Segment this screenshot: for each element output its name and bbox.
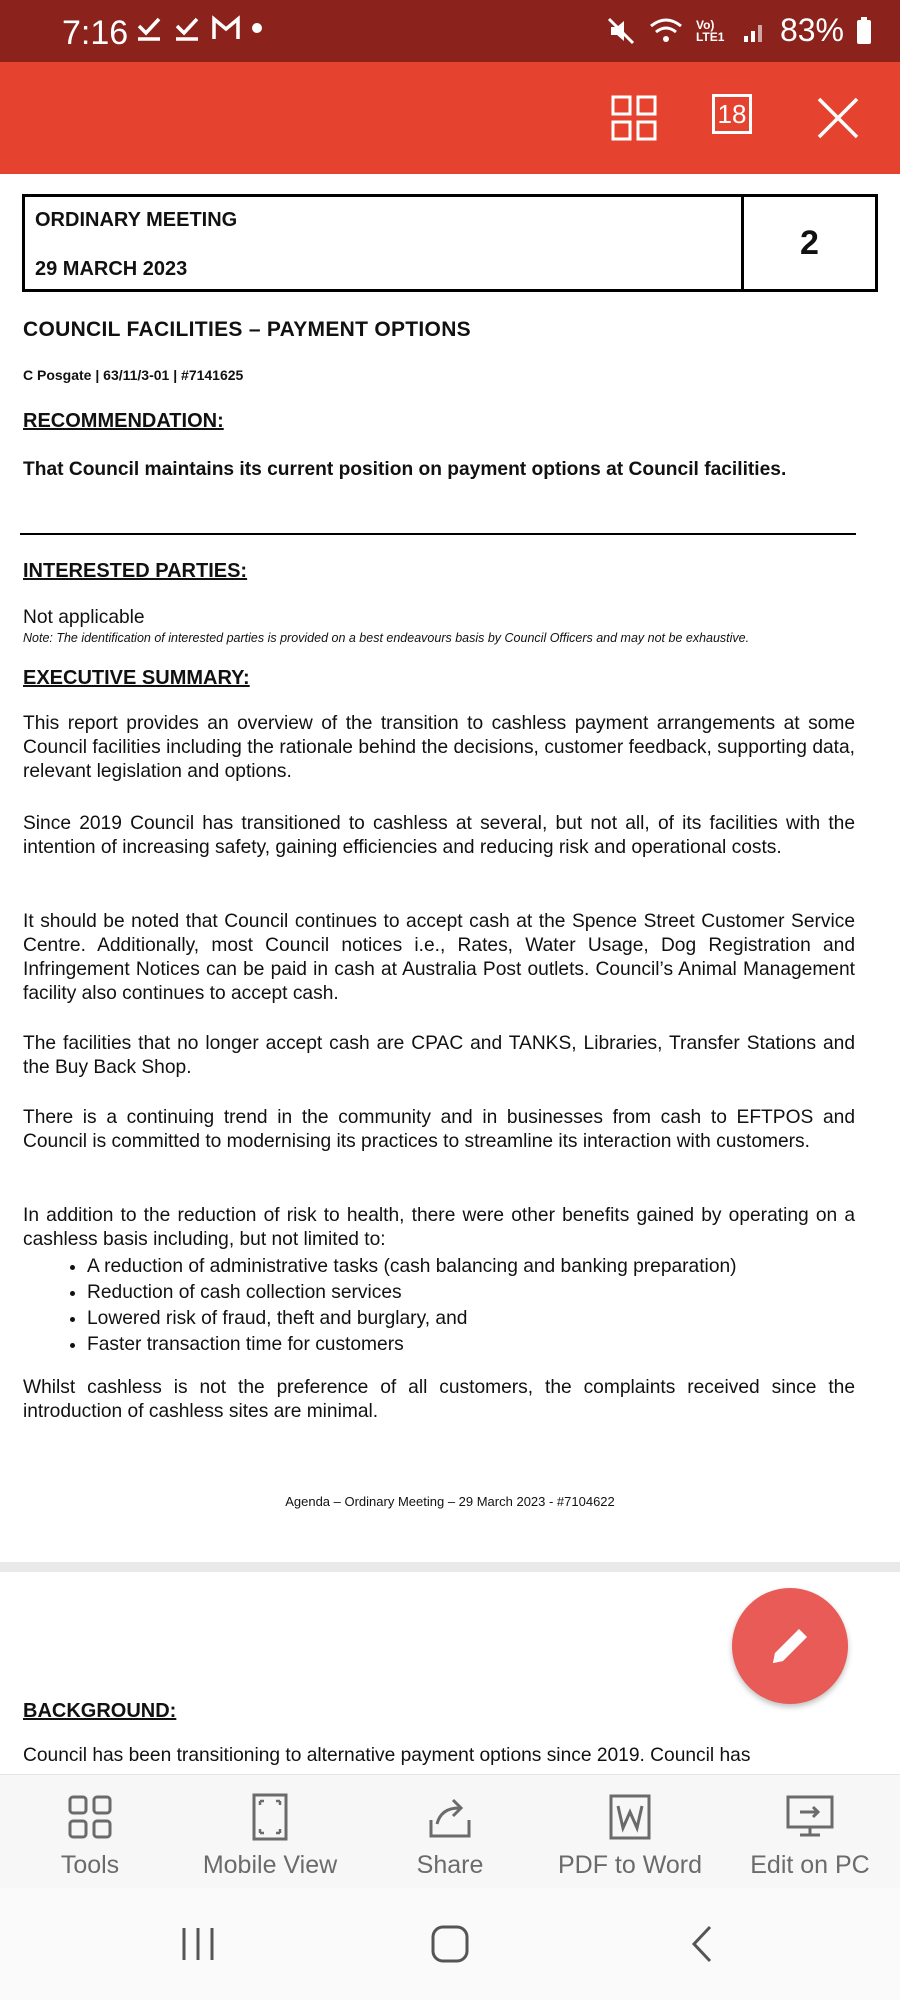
battery-percent: 83% bbox=[779, 12, 844, 48]
status-time: 7:16 bbox=[62, 14, 129, 52]
executive-summary-heading: EXECUTIVE SUMMARY: bbox=[23, 667, 250, 689]
divider bbox=[20, 533, 856, 535]
exec-paragraph-7: Whilst cashless is not the preference of all customers, the complaints received since the introduction of cashless sites are minimal. bbox=[23, 1377, 855, 1422]
edit-fab-button[interactable] bbox=[732, 1588, 848, 1704]
close-button[interactable] bbox=[814, 94, 862, 142]
pdf-to-word-label: PDF to Word bbox=[557, 1851, 703, 1879]
home-button[interactable] bbox=[420, 1916, 480, 1972]
back-icon bbox=[682, 1924, 722, 1964]
page-count-button[interactable]: 18 bbox=[712, 94, 752, 134]
background-heading: BACKGROUND: bbox=[23, 1700, 177, 1722]
mobile-view-icon bbox=[246, 1793, 294, 1841]
grid-icon bbox=[611, 95, 657, 141]
grid-view-button[interactable] bbox=[610, 94, 658, 142]
background-text: Council has been transitioning to alternative payment options since 2019. Council has bbox=[23, 1745, 751, 1766]
meeting-title: ORDINARY MEETING bbox=[35, 209, 238, 231]
gmail-icon bbox=[211, 15, 241, 41]
list-item: • A reduction of administrative tasks (cash balancing and banking preparation) bbox=[87, 1254, 900, 1280]
mobile-view-label: Mobile View bbox=[202, 1851, 338, 1879]
tools-button[interactable] bbox=[0, 1775, 180, 1889]
share-button[interactable] bbox=[360, 1775, 540, 1889]
word-icon bbox=[606, 1793, 654, 1841]
interested-parties-text: Not applicable bbox=[23, 607, 145, 628]
check-download-icon bbox=[135, 14, 163, 42]
list-item: • Faster transaction time for customers bbox=[87, 1332, 900, 1358]
bottom-toolbar bbox=[0, 1774, 900, 1889]
back-button[interactable] bbox=[672, 1916, 732, 1972]
exec-paragraph-2: Since 2019 Council has transitioned to cashless at several, but not all, of its facilities with the intention of increasing safety, gaining efficiencies and reducing risk and operational costs. bbox=[23, 813, 855, 858]
tools-label: Tools bbox=[60, 1851, 120, 1879]
edit-on-pc-icon bbox=[786, 1793, 834, 1841]
item-number: 2 bbox=[800, 223, 819, 262]
share-label: Share bbox=[416, 1851, 484, 1879]
status-right bbox=[606, 12, 872, 49]
report-title: COUNCIL FACILITIES – PAYMENT OPTIONS bbox=[23, 318, 471, 341]
battery-icon bbox=[856, 17, 872, 45]
network-label: Vo) LTE1 bbox=[695, 17, 725, 44]
document-page[interactable] bbox=[0, 174, 900, 1774]
recommendation-heading: RECOMMENDATION: bbox=[23, 410, 224, 432]
wifi-icon bbox=[648, 16, 684, 46]
close-icon bbox=[816, 96, 860, 140]
home-icon bbox=[430, 1924, 470, 1964]
meeting-header-left bbox=[25, 197, 744, 289]
recent-apps-icon bbox=[178, 1924, 218, 1964]
exec-paragraph-3: It should be noted that Council continues to accept cash at the Spence Street Customer Service Centre. Additionally, most Council notices i.e., Rates, Water Usage, Dog Registration and Infringement Notices can be paid in cash at Australia Post outlets. Council’s Animal Management facility also continues to accept cash. bbox=[23, 911, 855, 1004]
page-separator bbox=[0, 1562, 900, 1572]
tools-icon bbox=[66, 1793, 114, 1841]
edit-on-pc-label: Edit on PC bbox=[750, 1851, 870, 1879]
exec-paragraph-1: This report provides an overview of the transition to cashless payment arrangements at some Council facilities including the rationale behind the decisions, customer feedback, supporting data, relevant legislation and options. bbox=[23, 713, 855, 782]
recent-apps-button[interactable] bbox=[168, 1916, 228, 1972]
interested-parties-note: Note: The identification of interested parties is provided on a best endeavours basis by Council Officers and may not be exhaustive. bbox=[23, 631, 750, 645]
mobile-view-button[interactable] bbox=[180, 1775, 360, 1889]
status-bar bbox=[0, 0, 900, 62]
exec-paragraph-6: In addition to the reduction of risk to health, there were other benefits gained by operating on a cashless basis including, but not limited to: bbox=[23, 1205, 855, 1250]
pdf-to-word-button[interactable] bbox=[540, 1775, 720, 1889]
app-bar bbox=[0, 62, 900, 174]
notification-icons bbox=[135, 14, 263, 42]
meeting-header-table bbox=[22, 194, 878, 292]
exec-paragraph-5: There is a continuing trend in the community and in businesses from cash to EFTPOS and Council is committed to modernising its practices to streamline its interaction with customers. bbox=[23, 1107, 855, 1152]
list-item: • Reduction of cash collection services bbox=[87, 1280, 900, 1306]
benefits-list bbox=[23, 1254, 900, 1358]
check-download-icon bbox=[173, 14, 201, 42]
interested-parties-heading: INTERESTED PARTIES: bbox=[23, 560, 248, 582]
system-nav-bar bbox=[0, 1888, 900, 2000]
edit-on-pc-button[interactable] bbox=[720, 1775, 900, 1889]
mute-icon bbox=[606, 16, 636, 46]
share-icon bbox=[426, 1793, 474, 1841]
signal-icon bbox=[742, 18, 768, 44]
meeting-date: 29 MARCH 2023 bbox=[35, 258, 188, 280]
pencil-icon bbox=[765, 1621, 815, 1671]
exec-paragraph-4: The facilities that no longer accept cash are CPAC and TANKS, Libraries, Transfer Stations and the Buy Back Shop. bbox=[23, 1033, 855, 1078]
list-item: • Lowered risk of fraud, theft and burglary, and bbox=[87, 1306, 900, 1332]
recommendation-text: That Council maintains its current position on payment options at Council facilities. bbox=[23, 459, 787, 480]
dot-icon bbox=[251, 22, 263, 34]
page-footer: Agenda – Ordinary Meeting – 29 March 2023 - #7104622 bbox=[285, 1494, 615, 1509]
report-reference: C Posgate | 63/11/3-01 | #7141625 bbox=[23, 367, 244, 383]
